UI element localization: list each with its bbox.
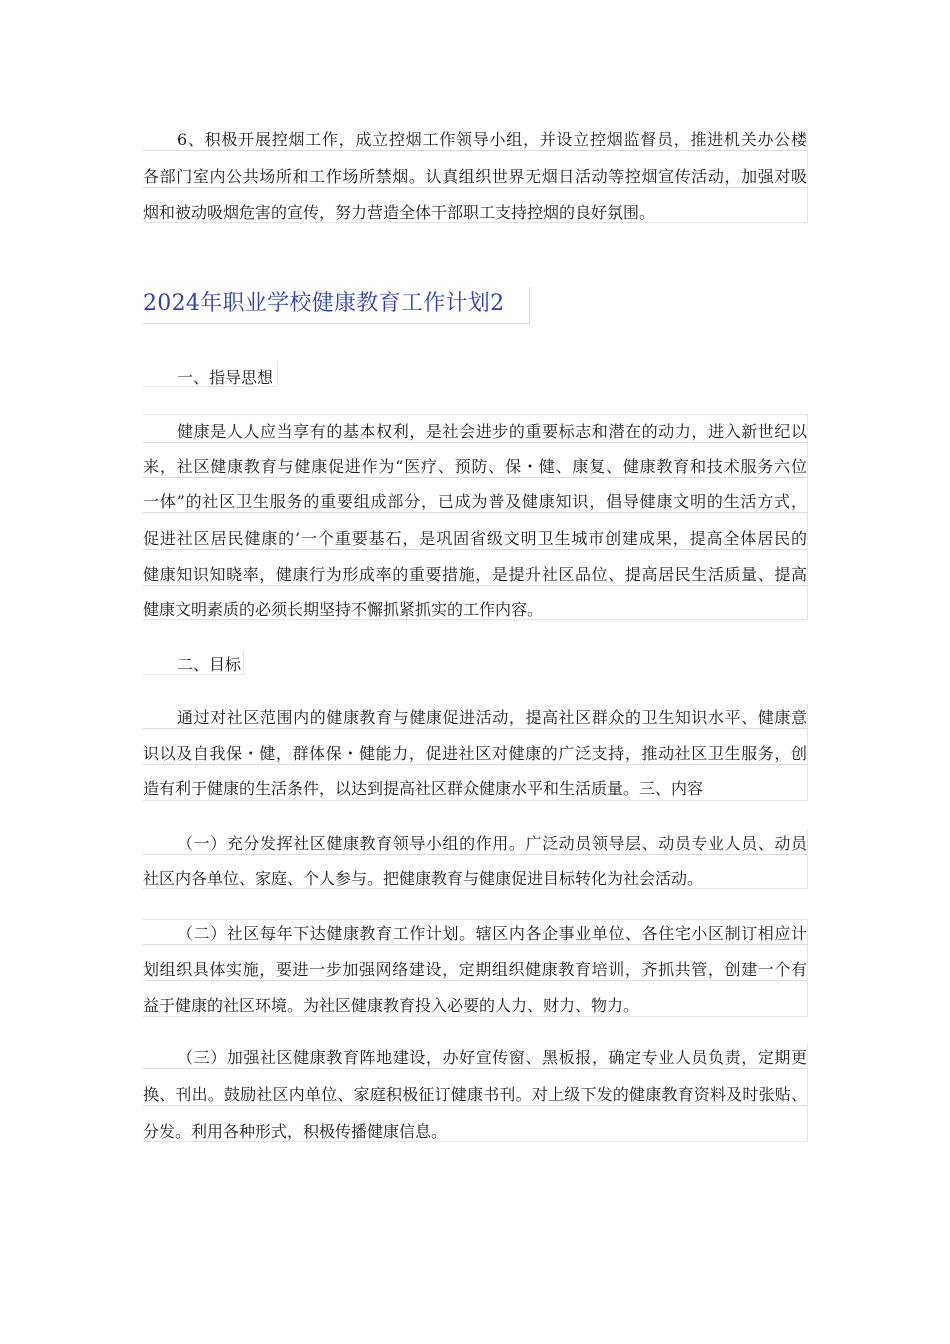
text-line: 健康是人人应当享有的基本权利，是社会进步的重要标志和潜在的动力，进入新世纪以 bbox=[143, 422, 807, 443]
section-heading-goal: 二、目标 bbox=[177, 655, 242, 674]
text-line: （三）加强社区健康教育阵地建设，办好宣传窗、黑板报，确定专业人员负责，定期更 bbox=[143, 1048, 807, 1069]
text-line: 促进社区居民健康的’一个重要基石，是巩固省级文明卫生城市创建成果，提高全体居民的 bbox=[143, 529, 807, 548]
text-line: 烟和被动吸烟危害的宣传，努力营造全体干部职工支持控烟的良好氛围。 bbox=[143, 203, 656, 222]
text-line: 一体”的社区卫生服务的重要组成部分，已成为普及健康知识，倡导健康文明的生活方式， bbox=[143, 492, 807, 511]
text-line: 6、积极开展控烟工作，成立控烟工作领导小组，并设立控烟监督员，推进机关办公楼 bbox=[143, 130, 807, 151]
page-title: 2024年职业学校健康教育工作计划2 bbox=[143, 291, 505, 316]
text-line: 造有利于健康的生活条件，以达到提高社区群众健康水平和生活质量。三、内容 bbox=[143, 779, 704, 798]
text-line: 健康文明素质的必须长期坚持不懈抓紧抓实的工作内容。 bbox=[143, 600, 544, 619]
text-line: 健康知识知晓率，健康行为形成率的重要措施，是提升社区品位、提高居民生活质量、提高 bbox=[143, 565, 807, 584]
text-line: 划组织具体实施，要进一步加强网络建设，定期组织健康教育培训，齐抓共管，创建一个有 bbox=[143, 960, 807, 979]
text-line: 换、刊出。鼓励社区内单位、家庭积极征订健康书刊。对上级下发的健康教育资料及时张贴、 bbox=[143, 1085, 807, 1104]
text-line: 益于健康的社区环境。为社区健康教育投入必要的人力、财力、物力。 bbox=[143, 996, 640, 1015]
text-line: 来，社区健康教育与健康促进作为“医疗、预防、保・健、康复、健康教育和技术服务六位 bbox=[143, 457, 807, 476]
text-line: 分发。利用各种形式，积极传播健康信息。 bbox=[143, 1122, 448, 1141]
text-line: 各部门室内公共场所和工作场所禁烟。认真组织世界无烟日活动等控烟宣传活动，加强对吸 bbox=[143, 167, 807, 186]
section-heading-guiding: 一、指导思想 bbox=[177, 368, 274, 387]
text-line: （一）充分发挥社区健康教育领导小组的作用。广泛动员领导层、动员专业人员、动员 bbox=[143, 834, 807, 855]
text-line: 通过对社区范围内的健康教育与健康促进活动，提高社区群众的卫生知识水平、健康意 bbox=[143, 708, 807, 729]
text-line: 社区内各单位、家庭、个人参与。把健康教育与健康促进目标转化为社会活动。 bbox=[143, 869, 704, 888]
text-line: （二）社区每年下达健康教育工作计划。辖区内各企事业单位、各住宅小区制订相应计 bbox=[143, 924, 807, 945]
text-line: 识以及自我保・健，群体保・健能力，促进社区对健康的广泛支持，推动社区卫生服务，创 bbox=[143, 744, 807, 763]
